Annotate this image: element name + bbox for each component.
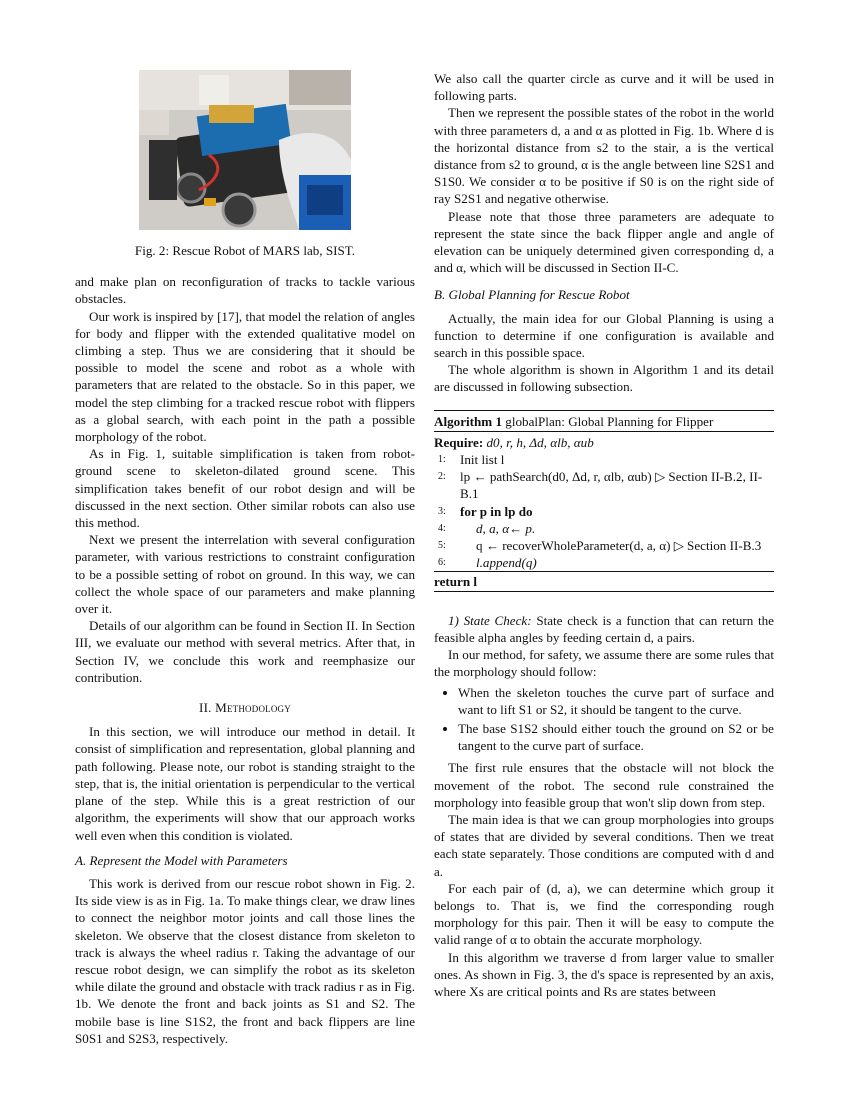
require-label: Require: bbox=[434, 434, 484, 450]
paragraph: For each pair of (d, a), we can determine which group it belongs to. That is, we find the corresponding rough morphology for this pair. Then it will be easy to compute the valid range of α to obtain the accurate morphology. bbox=[434, 880, 774, 948]
rescue-robot-photo bbox=[139, 70, 351, 230]
algorithm-line bbox=[434, 503, 774, 520]
figure-caption: Fig. 2: Rescue Robot of MARS lab, SIST. bbox=[134, 243, 356, 258]
algorithm-box bbox=[434, 410, 774, 592]
section-heading: II. Methodology bbox=[199, 700, 291, 716]
line-number: 1: bbox=[438, 454, 446, 466]
algorithm-name: globalPlan: Global Planning for Flipper bbox=[505, 413, 714, 429]
algorithm-line bbox=[434, 554, 774, 571]
paragraph: In our method, for safety, we assume there are some rules that the morphology should follow: bbox=[434, 647, 774, 680]
subsection-heading: A. Represent the Model with Parameters bbox=[75, 852, 288, 868]
line-number: 6: bbox=[438, 557, 446, 569]
paragraph: Our work is inspired by [17], that model the relation of angles for body and flipper with the extended qualitative model on climbing a step. Thus we are considering that it should be possible to model the scene and robot as a whole with parameters that are related to the obstacle. So in this paper, we model the step climbing for a tracked rescue robot with flippers as a global search, with each point in the path a possible morphology of the robot. bbox=[75, 308, 415, 445]
right-column bbox=[434, 70, 774, 1000]
algorithm-line bbox=[434, 520, 774, 537]
paragraph: The whole algorithm is shown in Algorithm 1 and its detail are discussed in following subsection. bbox=[434, 362, 774, 395]
paragraph-heading: 1) State Check: bbox=[448, 612, 532, 628]
require-params: d0, r, h, Δd, αlb, αub bbox=[486, 434, 594, 450]
paragraph bbox=[434, 612, 774, 646]
paragraph: As in Fig. 1, suitable simplification is taken from robot-ground scene to skeleton-dilated ground scene. This simplification takes benefit of our robot design and will be discussed in the next section. Other similar robots can also use this method. bbox=[75, 446, 415, 531]
figure-2 bbox=[75, 70, 415, 259]
algorithm-title bbox=[434, 411, 774, 432]
paragraph: The first rule ensures that the obstacle will not block the movement of the robot. The second rule constrained the morphology into feasible group that won't slip down from step. bbox=[434, 760, 774, 810]
algorithm-line bbox=[434, 468, 774, 502]
algorithm-line bbox=[434, 451, 774, 468]
algorithm-require bbox=[434, 434, 774, 451]
paragraph: and make plan on reconfiguration of tracks to tackle various obstacles. bbox=[75, 274, 415, 307]
line-text: q ← recoverWholeParameter(d, a, α) ▷ Section II-B.3 bbox=[476, 538, 762, 554]
line-text: d, a, α← p. bbox=[476, 520, 536, 536]
paragraph: This work is derived from our rescue robot shown in Fig. 2. Its side view is as in Fig. 1a. To make things clear, we draw lines to connect the neighbor motor joints and call those lines the skeleton. We observe that the closest distance from skeleton to track is always the wheel radius r. Taking the advantage of our rescue robot design, we can simplify the robot as its skeleton while dilate the ground and obstacle with track radius r as in Fig. 1b. We denote the front and back joints as S1 and S2. The mobile base is line S1S2, the front and back flippers are line S0S1 and S2S3, respectively. bbox=[75, 875, 415, 1046]
algorithm-line bbox=[434, 537, 774, 554]
paragraph: Details of our algorithm can be found in Section II. In Section III, we evaluate our method with several metrics. After that, in Section IV, we conclude this work and reemphasize our contribution. bbox=[75, 618, 415, 685]
paragraph: In this section, we will introduce our method in detail. It consist of simplification and representation, global planning and path following. Please note, our robot is standing straight to the step, that is, the initial orientation is perpendicular to the vertical plane of the step. While this is a great restriction of our algorithm, the experiments will show that our approach works well even when this condition is violated. bbox=[75, 724, 415, 843]
algorithm-return: return l bbox=[434, 571, 774, 590]
line-text: for p in lp do bbox=[460, 503, 533, 519]
list-item: • The base S1S2 should either touch the ground on S2 or be tangent to the curve part of surface. bbox=[458, 720, 774, 754]
line-number: 4: bbox=[438, 522, 446, 534]
line-text: l.append(q) bbox=[476, 555, 537, 571]
line-text: lp ← pathSearch(d0, Δd, r, αlb, αub) ▷ Section II-B.2, II-B.1 bbox=[460, 469, 763, 502]
rules-list bbox=[434, 684, 774, 755]
line-number: 5: bbox=[438, 540, 446, 552]
line-number: 2: bbox=[438, 471, 446, 483]
paragraph: We also call the quarter circle as curve and it will be used in following parts. bbox=[434, 71, 774, 104]
paragraph: In this algorithm we traverse d from larger value to smaller ones. As shown in Fig. 3, the d's space is represented by an axis, where Xs are critical points and Rs are states between bbox=[434, 949, 774, 999]
robot-photo-illustration bbox=[139, 70, 351, 230]
paragraph: Please note that those three parameters are adequate to represent the state since the back flipper angle and angle of elevation can be uniquely determined given corresponding d, a and α, which will be discussed in Section II-C. bbox=[434, 208, 774, 276]
paragraph-text: State check is a function that can return the feasible alpha angles by feeding certain d, a pairs. bbox=[434, 612, 774, 645]
algorithm-label: Algorithm 1 bbox=[434, 413, 503, 429]
line-text: Init list l bbox=[460, 452, 505, 468]
paragraph: Next we present the interrelation with several configuration parameter, with various restrictions to constraint configuration to be a possible setting of robot on ground. In this way, we can collect the whole space of our parameters and make planning over it. bbox=[75, 532, 415, 617]
line-number: 3: bbox=[438, 505, 446, 517]
subsection-heading: B. Global Planning for Rescue Robot bbox=[434, 287, 630, 303]
paragraph: The main idea is that we can group morphologies into groups of states that are divided by several conditions. Then we treat each state separately. Those conditions are computed with d and a. bbox=[434, 811, 774, 879]
paragraph: Then we represent the possible states of the robot in the world with three parameters d, a and α as plotted in Fig. 1b. Where d is the horizontal distance from s2 to the stair, a is the vertical distance from s2 to ground, α is the angle between line S2S1 and S1S0. We consider α to be positive if S0 is on the right side of ray S2S1 and negative otherwise. bbox=[434, 105, 774, 207]
paragraph: Actually, the main idea for our Global Planning is using a function to determine if one configuration is available and search in this possible space. bbox=[434, 310, 774, 361]
list-item: • When the skeleton touches the curve part of surface and want to lift S1 or S2, it should be tangent to the curve. bbox=[458, 684, 774, 718]
left-column bbox=[75, 70, 415, 1047]
